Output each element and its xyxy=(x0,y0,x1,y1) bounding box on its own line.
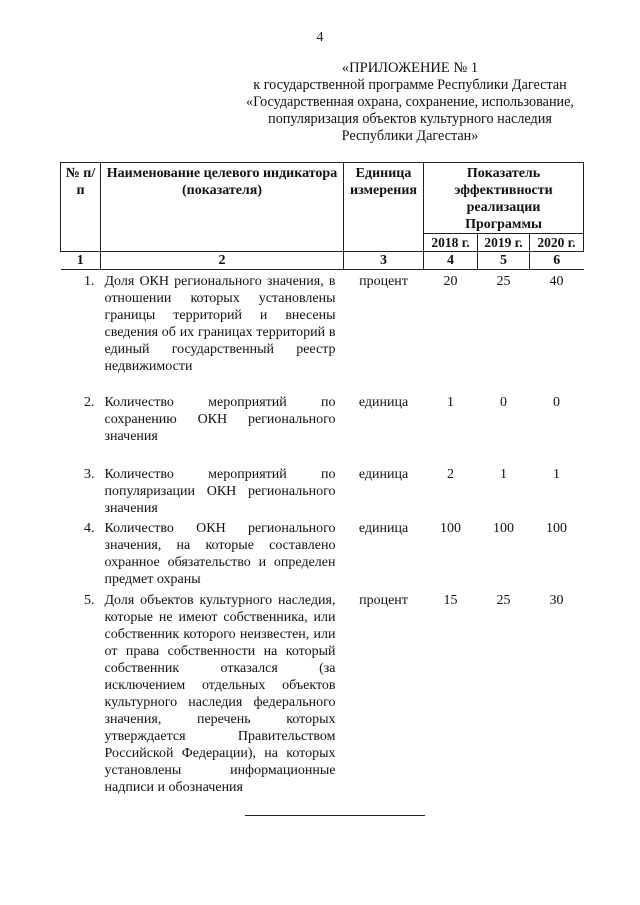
header-unit: Единица измерения xyxy=(344,163,424,252)
value-2019: 0 xyxy=(500,394,507,410)
column-number: 1 xyxy=(61,252,101,270)
value-2020: 1 xyxy=(553,466,560,482)
appendix-line: к государственной программе Республики Дагестан xyxy=(253,77,567,93)
appendix-line: популяризация объектов культурного наследия xyxy=(268,111,552,127)
appendix-line: Республики Дагестан» xyxy=(341,128,479,144)
header-name: Наименование целевого индикатора (показателя) xyxy=(101,163,344,252)
appendix-line: «Государственная охрана, сохранение, использование, xyxy=(246,94,574,110)
value-2020: 0 xyxy=(553,394,560,410)
header-year: 2019 г. xyxy=(478,234,530,252)
indicators-table xyxy=(60,162,584,796)
column-numbering-row xyxy=(61,252,584,270)
value-2020: 40 xyxy=(549,274,564,289)
unit-cell: процент xyxy=(359,592,408,608)
row-number: 4. xyxy=(84,520,95,536)
value-2020: 30 xyxy=(549,592,564,608)
header-year: 2020 г. xyxy=(530,234,584,252)
column-number: 3 xyxy=(344,252,424,270)
value-2019: 25 xyxy=(496,592,511,608)
row-number: 5. xyxy=(84,592,95,608)
indicator-name: Количество ОКН регионального значения, на которые составлено охранное обязательство и определен предмет охраны xyxy=(104,520,336,587)
value-2019: 100 xyxy=(493,520,514,536)
unit-cell: процент xyxy=(359,274,408,289)
column-number: 5 xyxy=(478,252,530,270)
unit-cell: единица xyxy=(358,394,409,410)
closing-rule xyxy=(245,815,425,816)
table-row xyxy=(61,517,584,589)
table-row xyxy=(61,391,584,463)
value-2019: 25 xyxy=(496,274,511,289)
column-number: 2 xyxy=(101,252,344,270)
table-row xyxy=(61,463,584,517)
appendix-title: «ПРИЛОЖЕНИЕ № 1 xyxy=(341,60,479,76)
indicator-name: Доля объектов культурного наследия, которые не имеют собственника, или собственник которого неизвестен, или от права собственности на который собственник отказался (за исключением отдельных объектов культурного наследия федерального значения, перечень которых утверждается Правительством Российской Федерации), на которых установлены информационные надписи и обозначения xyxy=(104,592,336,795)
unit-cell: единица xyxy=(358,520,409,536)
header-num: № п/п xyxy=(61,163,101,252)
indicator-name: Доля ОКН регионального значения, в отношении которых установлены границы территорий и внесены сведения об их границах территорий в единый государственный реестр недвижимости xyxy=(104,274,336,374)
indicator-name: Количество мероприятий по сохранению ОКН регионального значения xyxy=(104,394,336,444)
value-2018: 2 xyxy=(447,466,454,482)
row-number: 2. xyxy=(84,394,95,410)
header-year: 2018 г. xyxy=(424,234,478,252)
appendix-heading xyxy=(220,60,600,145)
column-number: 6 xyxy=(530,252,584,270)
value-2018: 100 xyxy=(440,520,461,536)
indicator-name: Количество мероприятий по популяризации ОКН регионального значения xyxy=(104,466,336,516)
value-2018: 15 xyxy=(443,592,458,608)
table-row xyxy=(61,589,584,796)
value-2020: 100 xyxy=(546,520,567,536)
value-2019: 1 xyxy=(500,466,507,482)
value-2018: 20 xyxy=(443,274,458,289)
table-row xyxy=(61,270,584,391)
unit-cell: единица xyxy=(358,466,409,482)
value-2018: 1 xyxy=(447,394,454,410)
row-number: 3. xyxy=(84,466,95,482)
row-number: 1. xyxy=(84,274,95,289)
page-number: 4 xyxy=(316,30,324,45)
column-number: 4 xyxy=(424,252,478,270)
header-indicator-group: Показатель эффективности реализации Программы xyxy=(424,163,584,234)
